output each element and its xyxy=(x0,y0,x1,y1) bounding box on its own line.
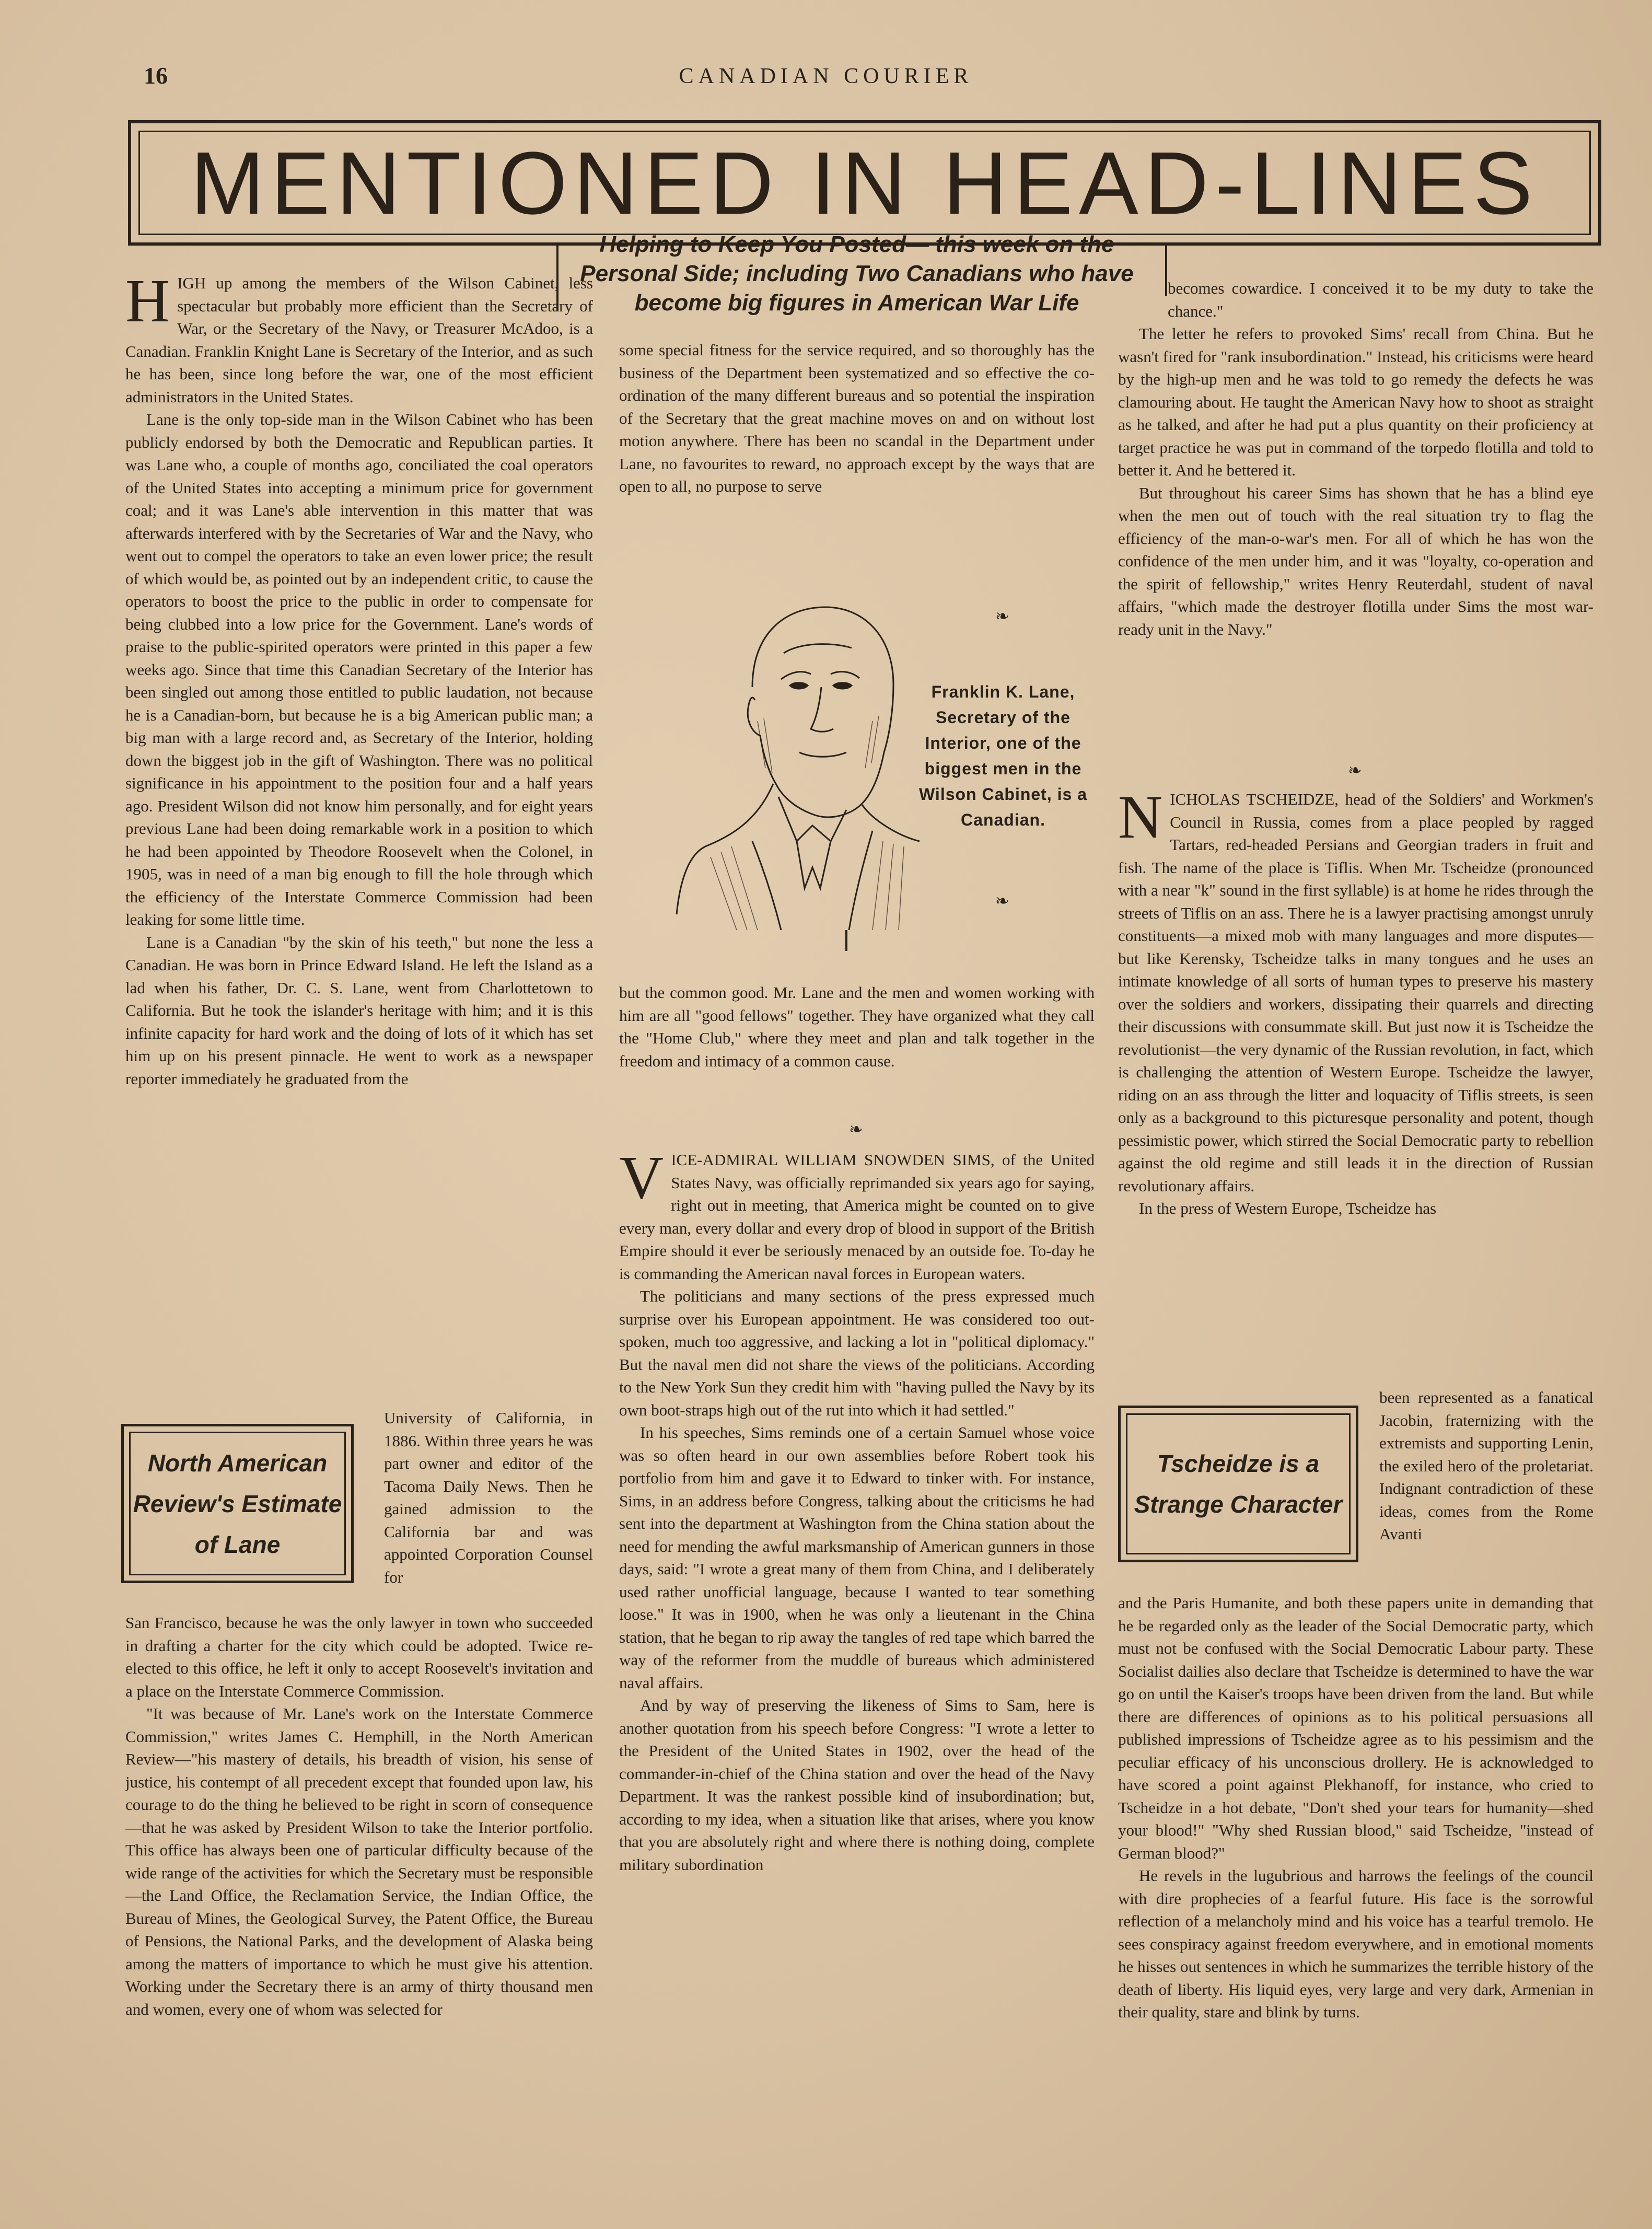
sidebox-tscheidze xyxy=(1118,1406,1358,1562)
column-3-wrap xyxy=(1379,1386,1593,1593)
column-1-wrap xyxy=(384,1407,593,1610)
sidebox-line: Review's Estimate xyxy=(133,1490,342,1517)
tscheidze-paragraph: In the press of Western Europe, Tscheidze has xyxy=(1139,1199,1437,1217)
ornament: ❧ xyxy=(995,607,1009,625)
subtitle-line: Helping to Keep You Posted— this week on the xyxy=(599,231,1114,257)
dropcap-n: N xyxy=(1118,788,1163,851)
sidebox-line: Strange Character xyxy=(1134,1491,1343,1518)
subtitle-line: become big figures in American War Life xyxy=(634,290,1079,316)
lane-quote: "It was because of Mr. Lane's work on the Interstate Commerce Commission," writes James C. Hemphill, in the North American Review—"his mastery of details, his breadth of vision, his sense of justice, his contempt of all precedent except that founded upon law, his courage to do the thing he believed to be right in scorn of consequence—that he was asked by President Wilson to take the Interior portfolio. This office has always been one of particular difficulty because of the wide range of the activities for which the Secretary must be responsible—the Land Office, the Reclamation Service, the Indian Office, the Bureau of Mines, the Geological Survey, the Patent Office, the Bureau of Pensions, the National Parks, and the development of Alaska being among the matters of importance to which he must give his attention. Working under the Secretary there is an army of thirty thousand men and women, every one of whom was selected for xyxy=(125,1704,593,2018)
ornament: ❧ xyxy=(849,1120,863,1139)
column-2-top xyxy=(619,339,1095,548)
headline: MENTIONED IN HEAD-LINES xyxy=(190,134,1539,233)
sims-paragraph: The letter he refers to provoked Sims' recall from China. But he wasn't fired for "rank insubordination." Instead, his criticisms were heard by the high-up men and he was told to go remedy the defects he was clamouring about. He taught the American Navy how to shoot as straight as he talked, and after he had put a plus quantity on their proficiency at target practice he was put in command of the torpedo flotilla and told to better it. And he bettered it. xyxy=(1118,324,1593,479)
portrait-caption: Franklin K. Lane, Secretary of the Interior, one of the biggest men in the Wilson Cabinet, is a Canadian. xyxy=(919,682,1087,829)
lane-paragraph: Lane is the only top-side man in the Wilson Cabinet who has been publicly endorsed by both the Democratic and Republican parties. It was Lane who, a couple of months ago, conciliated the coal operators of the United States into accepting a minimum price for government coal; and it was Lane's able intervention in this matter that was afterwards interfered with by the Secretaries of War and the Navy, who went out to compel the operators to take an even lower price; the result of which would be, as pointed out by an independent critic, to cause the operators to boost the price to the public in order to compensate for being clubbed into a low price for the Government. Lane's words of praise to the public-spirited operators were printed in this paper a few weeks ago. Since that time this Canadian Secretary of the Interior has been singled out among those entitled to public laudation, not because he is a Canadian-born, but because he is a big American public man; a big man with a large record and, as Secretary of the Interior, holding down the biggest job in the gift of Washington. There was no political significance in his appointment to the position four and a half years ago. President Wilson did not know him personally, and for eight years previous Lane had been doing remarkable work in a position to which he had been appointed by Theodore Roosevelt when the Colonel, in 1905, was in need of a man big enough to fill the hole through which the efficiency of the Interstate Commerce Commission had been leaking for some little time. xyxy=(125,410,593,928)
column-1-top xyxy=(125,272,593,1411)
column-3-bottom xyxy=(1118,1592,1593,2182)
sidebox-lane xyxy=(121,1424,354,1583)
sidebox-line: of Lane xyxy=(194,1530,281,1558)
subtitle xyxy=(575,230,1139,318)
sims-paragraph: But throughout his career Sims has shown that he has a blind eye when the men out of touch with the real situation try to flag the efficiency of the man-o-war's men. For all of which he has won the confidence of the men under him, and it was "loyalty, co-operation and the spirit of fellowship," writes Henry Reuterdahl, student of naval affairs, "which made the destroyer flotilla under Sims the most war-ready unit in the Navy." xyxy=(1118,483,1593,638)
lane-wrap-text: University of California, in 1886. Within three years he was part owner and editor of the Tacoma Daily News. Then he gained admission to the California bar and was appointed Corporation Counsel for xyxy=(384,1409,593,1586)
column-3-top xyxy=(1118,277,1593,763)
tscheidze-paragraph: He revels in the lugubrious and harrows the feelings of the council with dire prophecies of a fearful future. His face is the sorrowful reflection of a melancholy mind and his voice has a tearful tremolo. He sees conspiracy against freedom everywhere, and in emotional moments he hisses out sentences in which he summarizes the terrible history of the death of liberty. His liquid eyes, very large and very dark, Armenian in their quality, stare and blink by turns. xyxy=(1118,1866,1593,2021)
ornament: ❧ xyxy=(1348,761,1362,780)
headline-frame xyxy=(128,120,1601,246)
sidebox-lane-inner xyxy=(129,1432,346,1575)
sidebox-tscheidze-inner xyxy=(1126,1413,1351,1554)
sims-continued: becomes cowardice. I conceived it to be my duty to take the chance." xyxy=(1168,279,1593,320)
column-1-bottom xyxy=(125,1611,593,2176)
column-2-sims xyxy=(619,1148,1095,2180)
running-header xyxy=(0,62,1652,98)
lane-intro: HIGH up among the members of the Wilson Cabinet, less spectacular but probably more efficient than the Secretary of War, or the Secretary of the Navy, or Treasurer McAdoo, is a Canadian. Franklin Knight Lane is Secretary of the Interior, and as such he has been, since long before the war, one of the most efficient administrators in the United States. xyxy=(125,272,593,406)
page-number: 16 xyxy=(144,62,168,89)
subtitle-line: Personal Side; including Two Canadians who have xyxy=(580,261,1134,286)
column-2-middle xyxy=(619,981,1095,1122)
lane-paragraph: Lane is a Canadian "by the skin of his teeth," but none the less a Canadian. He was born in Prince Edward Island. He left the Island as a lad when his father, Dr. C. S. Lane, went from Charlottetown to California. But he took the islander's heritage with him; and it is this infinite capacity for hard work and the doing of lots of it which has set him up on his present pinnacle. He went to work as a newspaper reporter immediately he graduated from the xyxy=(125,933,593,1088)
sims-paragraph: In his speeches, Sims reminds one of a certain Samuel whose voice was so often heard in our own assemblies before Robert took his portfolio from him and gave it to Edward to tinker with. For instance, Sims, in an address before Congress, talking about the criticisms he had sent into the department at Washington from the China station about the need for mending the awful marksmanship of American gunners in those days, said: "I wrote a great many of them from China, and I deliberately used rather unofficial language, because I wanted to tear something loose." It was in 1900, when he was only a lieutenant in the China station, that he began to rip away the tangles of red tape which barred the way of the reformer from the muddle of bureaus which administered naval affairs. xyxy=(619,1423,1095,1692)
dropcap-h: H xyxy=(125,272,170,335)
tscheidze-paragraph: and the Paris Humanite, and both these papers unite in demanding that he be regarded only as the leader of the Social Democratic party, which must not be confused with the Social Democratic Labour party. These Socialist dailies also declare that Tscheidze is determined to have the war go on until the Kaiser's troops have been driven from the land. But while there are differences of opinions as to his political persuasions all published impressions of Tscheidze agree as to his pessimism and the peculiar efficacy of his unconscious drollery. He is acknowledged to have scored a point against Plekhanoff, for instance, who cried to Tscheidze in a hot debate, "Don't shed your tears for humanity—shed your blood!" "Why shed Russian blood," said Tscheidze, "instead of German blood?" xyxy=(1118,1594,1593,1862)
dropcap-v: V xyxy=(619,1148,664,1212)
lane-paragraph: San Francisco, because he was the only lawyer in town who succeeded in drafting a charter for the city which could be adopted. Twice re-elected to this office, he left it only to accept Roosevelt's invitation and a place on the Interstate Commerce Commission. xyxy=(125,1613,593,1700)
sims-intro: VICE-ADMIRAL WILLIAM SNOWDEN SIMS, of the United States Navy, was officially reprimanded six years ago for saying, right out in meeting, that America might be counted on to give every man, every dollar and every drop of blood in support of the British Empire should it ever be seriously menaced by an outside foe. To-day he is commanding the American naval forces in European waters. xyxy=(619,1148,1095,1283)
lane-continued: some special fitness for the service required, and so thoroughly has the business of the Department been systematized and so effective the co-ordination of the many different bureaus and so potential the inspiration of the Secretary that the great machine moves on and on without lost motion anywhere. There has been no scandal in the Department under Lane, no favourites to reward, no approach except by the ways that are open to all, no purpose to serve xyxy=(619,341,1095,495)
lane-conclusion: but the common good. Mr. Lane and the men and women working with him are all "good fellows" together. They have organized what they call the "Home Club," where they meet and plan and talk together in the freedom and intimacy of a common cause. xyxy=(619,983,1095,1070)
ornament: ❧ xyxy=(995,891,1009,910)
tscheidze-intro: NICHOLAS TSCHEIDZE, head of the Soldiers' and Workmen's Council in Russia, comes from a place peopled by ragged Tartars, red-headed Persians and Georgian traders in fruit and fish. The name of the place is Tiflis. When Mr. Tscheidze (pronounced with a near "k" sound in the first syllable) is at home he rides through the streets of Tiflis on an ass. There he is a lawyer practising amongst unruly constituents—a mixed mob with many languages and more disputes—but like Kerensky, Tscheidze talks in many tongues and he uses an intimate knowledge of all sorts of human types to preserve his mastery over the soldiers and workers, dissipating their quarrels and directing their discussions with consummate skill. But just now it is Tscheidze the revolutionist—the very dynamic of the Russian revolution, in fact, which is challenging the attention of Western Europe. Tscheidze the lawyer, riding on an ass through the litter and loquacity of Tiflis streets, is seen only as a background to this picturesque personality and potent, though pessimistic power, which stirred the Social Democratic party to rebellion against the old regime and still leads it in the direction of Russian revolutionary affairs. xyxy=(1118,788,1593,1195)
sidebox-line: North American xyxy=(147,1449,328,1477)
column-3-tscheidze xyxy=(1118,788,1593,1389)
masthead: CANADIAN COURIER xyxy=(679,64,973,88)
portrait-franklin-lane xyxy=(674,596,925,956)
sims-paragraph: The politicians and many sections of the press expressed much surprise over his European appointment. He was considered too out-spoken, much too aggressive, and lacking a lot in "political diplomacy." But the naval men did not share the views of the politicians. According to the New York Sun they credit him with "having pulled the Navy by its own boot-straps high out of the rut into which it had settled." xyxy=(619,1287,1095,1419)
tscheidze-wrap-text: been represented as a fanatical Jacobin, fraternizing with the extremists and supporting Lenin, the exiled hero of the proletariat. Indignant contradiction of these ideas, comes from the Rome Avanti xyxy=(1379,1388,1593,1543)
sims-paragraph: And by way of preserving the likeness of Sims to Sam, here is another quotation from his speech before Congress: "I wrote a letter to the President of the United States in 1902, over the head of the commander-in-chief of the China station and over the head of the Navy Department. It was the rankest possible kind of insubordination; but, according to my idea, when a situation like that arises, where you know that you are absolutely right and where there is nothing doing, complete military subordination xyxy=(619,1696,1095,1874)
sidebox-line: Tscheidze is a xyxy=(1157,1450,1320,1477)
